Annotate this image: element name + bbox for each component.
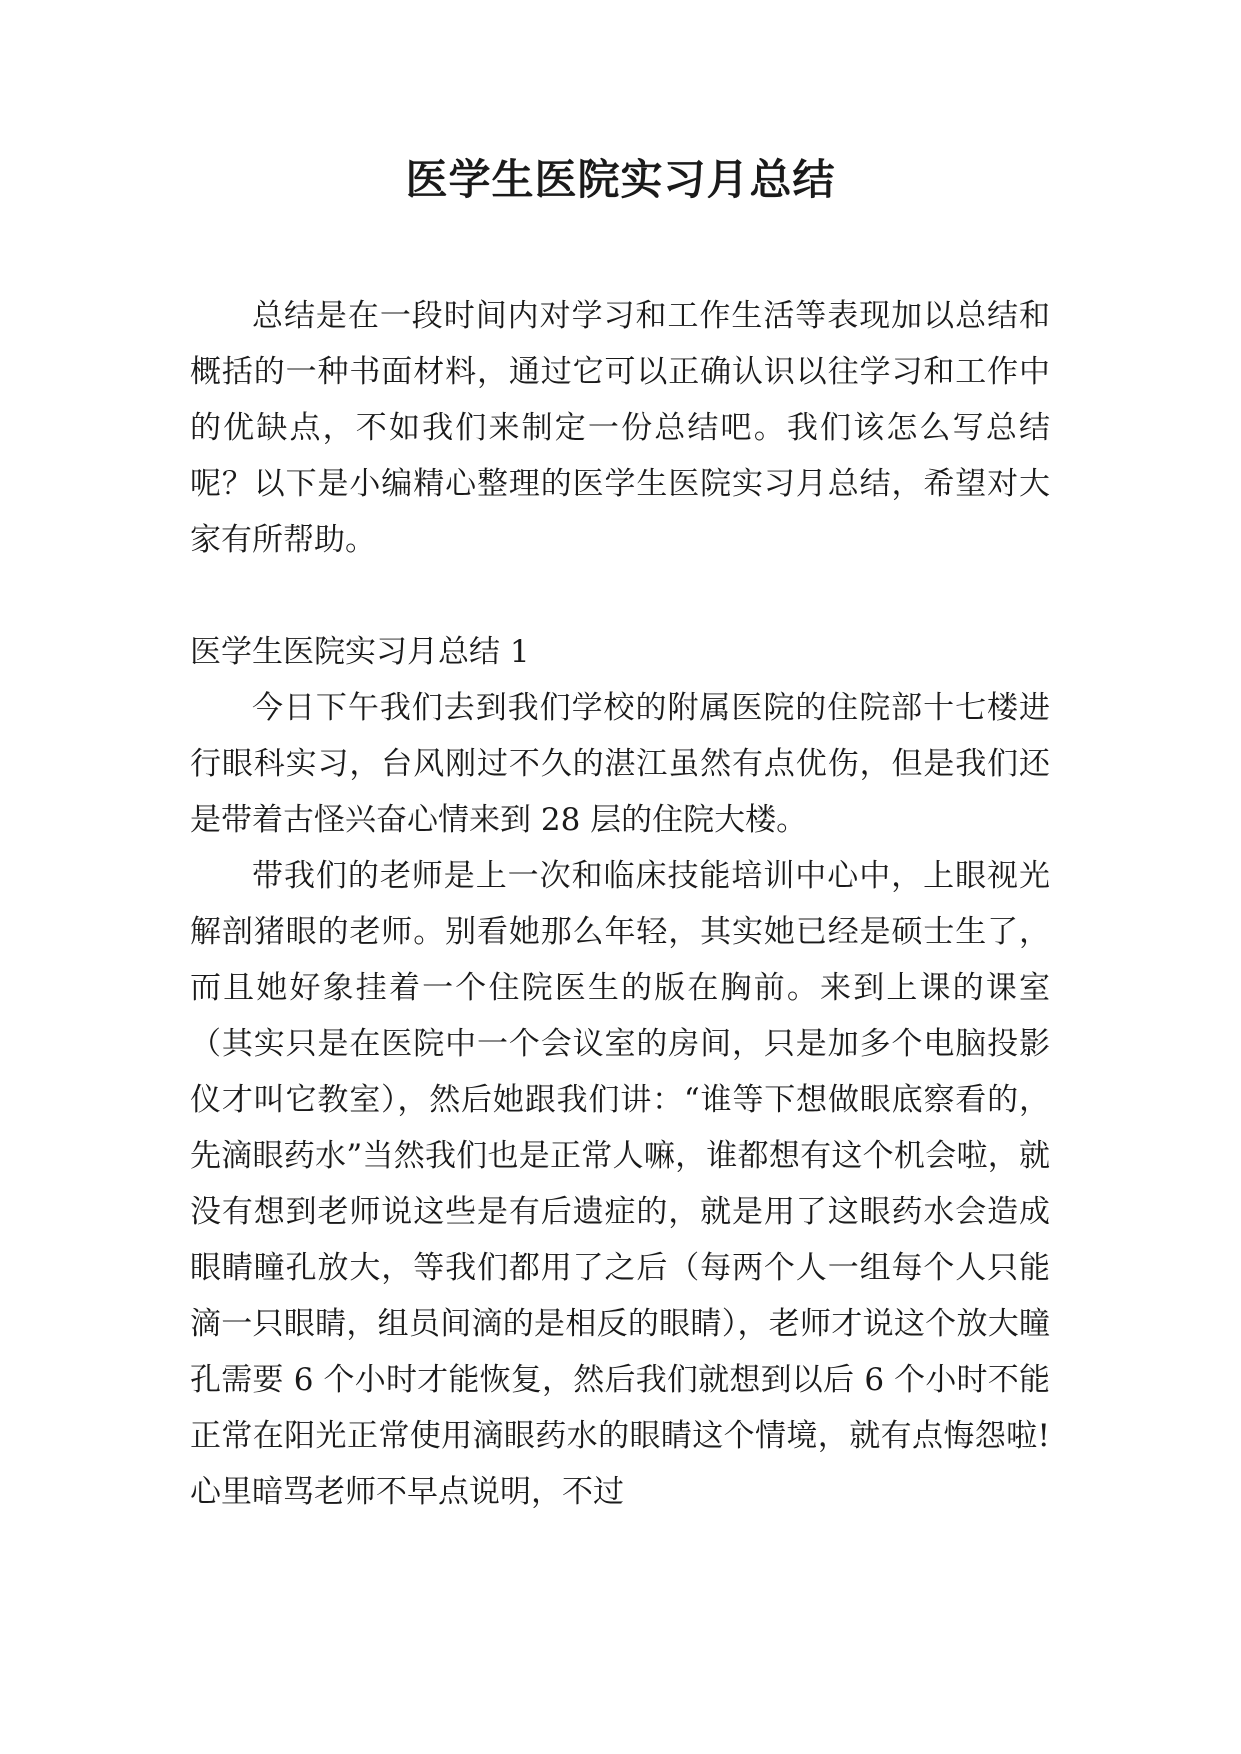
- document-body: [190, 288, 1050, 1520]
- intro-paragraph: 总结是在一段时间内对学习和工作生活等表现加以总结和概括的一种书面材料，通过它可以正确认识以往学习和工作中的优缺点，不如我们来制定一份总结吧。我们该怎么写总结呢？以下是小编精心整理的医学生医院实习月总结，希望对大家有所帮助。: [190, 298, 1050, 558]
- document-title: 医学生医院实习月总结: [405, 155, 836, 204]
- body-paragraph-2: 带我们的老师是上一次和临床技能培训中心中，上眼视光解剖猪眼的老师。别看她那么年轻，其实她已经是硕士生了，而且她好象挂着一个住院医生的版在胸前。来到上课的课室（其实只是在医院中一个会议室的房间，只是加多个电脑投影仪才叫它教室），然后她跟我们讲：“谁等下想做眼底察看的，先滴眼药水”当然我们也是正常人嘛，谁都想有这个机会啦，就没有想到老师说这些是有后遗症的，就是用了这眼药水会造成眼睛瞳孔放大，等我们都用了之后（每两个人一组每个人只能滴一只眼睛，组员间滴的是相反的眼睛），老师才说这个放大瞳孔需要 6 个小时才能恢复，然后我们就想到以后 6 个小时不能正常在阳光正常使用滴眼药水的眼睛这个情境，就有点悔怨啦!心里暗骂老师不早点说明，不过: [190, 858, 1050, 1510]
- body-paragraph-1: 今日下午我们去到我们学校的附属医院的住院部十七楼进行眼科实习，台风刚过不久的湛江虽然有点优伤，但是我们还是带着古怪兴奋心情来到 28 层的住院大楼。: [190, 690, 1050, 838]
- section-title: 医学生医院实习月总结 1: [190, 634, 530, 670]
